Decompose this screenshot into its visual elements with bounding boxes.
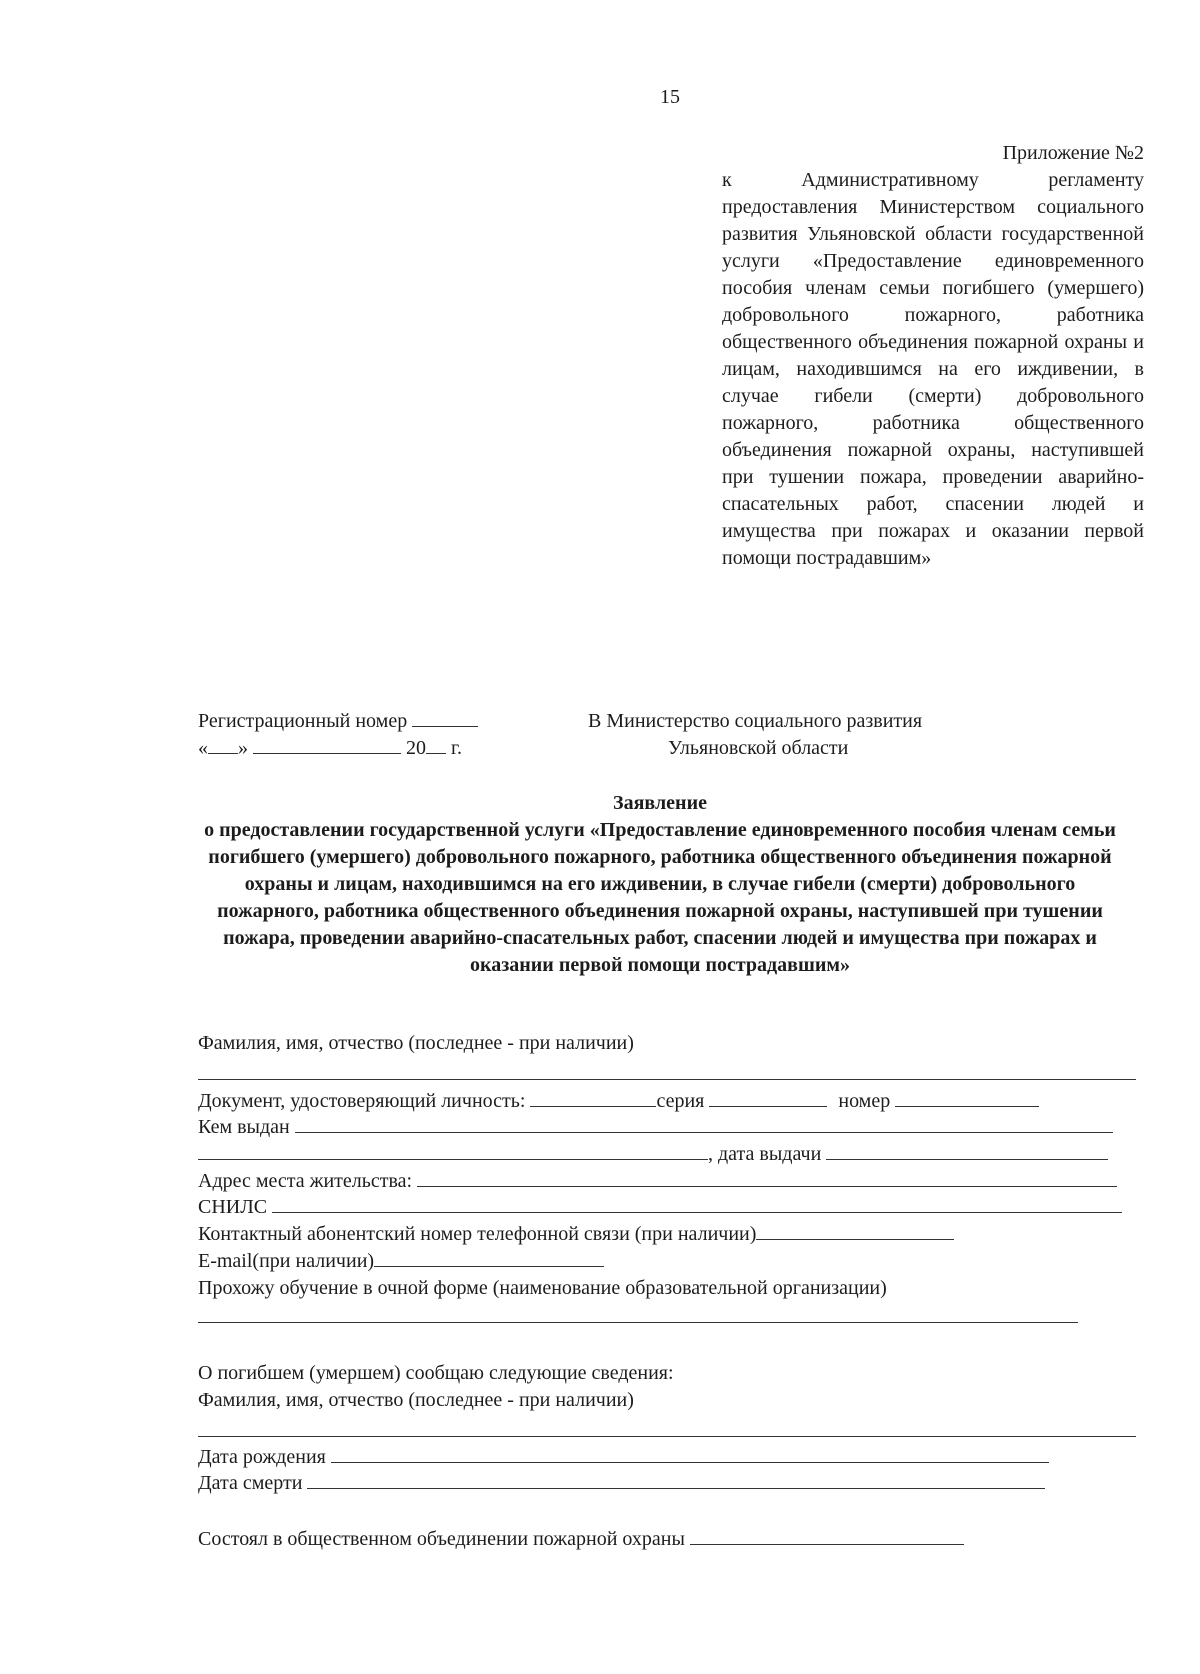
registration-number-label: Регистрационный номер (198, 710, 408, 732)
issue-date-row (198, 1141, 1136, 1168)
issued-by-label: Кем выдан (198, 1116, 290, 1138)
study-label: Прохожу обучение в очной форме (наименование образовательной организации) (198, 1277, 887, 1299)
id-document-label: Документ, удостоверяющий личность: (198, 1090, 526, 1112)
registration-year-field[interactable] (426, 735, 446, 754)
phone-label: Контактный абонентский номер телефонной связи (при наличии) (198, 1223, 757, 1245)
number-label: номер (838, 1090, 891, 1112)
registration-month-field[interactable] (253, 735, 401, 754)
deceased-name-field[interactable] (198, 1436, 1136, 1437)
issue-date-label: , дата выдачи (708, 1143, 822, 1165)
email-field[interactable] (374, 1248, 604, 1267)
applicant-name-label: Фамилия, имя, отчество (последнее - при наличии) (198, 1032, 634, 1054)
series-label: серия (656, 1090, 705, 1112)
snils-row (198, 1194, 1136, 1221)
close-quote: » (238, 737, 248, 759)
issued-by-field[interactable] (295, 1114, 1113, 1133)
year-prefix: 20 (406, 737, 426, 759)
birth-date-label: Дата рождения (198, 1446, 326, 1468)
death-date-field[interactable] (307, 1470, 1045, 1489)
addressee-line-1: В Министерство социального развития (588, 710, 923, 732)
snils-label: СНИЛС (198, 1196, 268, 1218)
annex-block (722, 140, 1144, 572)
registration-day-field[interactable] (208, 735, 238, 754)
issued-by-row (198, 1114, 1136, 1141)
open-quote: « (198, 737, 208, 759)
deceased-name-label: Фамилия, имя, отчество (последнее - при наличии) (198, 1389, 634, 1411)
membership-row (198, 1526, 1136, 1553)
statement-title: Заявление (613, 792, 707, 814)
year-suffix: г. (451, 737, 462, 759)
phone-field[interactable] (756, 1221, 954, 1240)
membership-field[interactable] (690, 1526, 964, 1545)
addressee-line-2: Ульяновской области (668, 737, 849, 759)
membership-label: Состоял в общественном объединении пожарной охраны (198, 1528, 685, 1550)
id-document-row (198, 1088, 1136, 1115)
applicant-name-field[interactable] (198, 1079, 1136, 1080)
birth-date-row (198, 1444, 1136, 1471)
annex-title: Приложение №2 (1002, 142, 1144, 164)
registration-block (198, 708, 538, 762)
page-number: 15 (660, 86, 680, 108)
issued-by-continuation-field[interactable] (198, 1141, 708, 1160)
email-label: E-mail(при наличии) (198, 1250, 375, 1272)
death-date-row (198, 1470, 1136, 1497)
deceased-intro: О погибшем (умершем) сообщаю следующие сведения: (198, 1362, 674, 1384)
id-document-type-field[interactable] (530, 1088, 656, 1107)
email-row (198, 1248, 1136, 1275)
series-field[interactable] (709, 1088, 827, 1107)
addressee-block (588, 708, 988, 762)
annex-body: к Административному регламенту предоставления Министерством социального развития Ульяновской области государственной услуги «Предоставление единовременного пособия членам семьи погибшего (умершего) добровольного пожарного, работника общественного объединения пожарной охраны и лицам, находившимся на его иждивении, в случае гибели (смерти) добровольного пожарного, работника общественного объединения пожарной охраны, наступившей при тушении пожара, проведении аварийно-спасательных работ, спасении людей и имущества при пожарах и оказании первой помощи пострадавшим» (722, 169, 1144, 569)
issue-date-field[interactable] (826, 1141, 1108, 1160)
phone-row (198, 1221, 1136, 1248)
statement-subject: о предоставлении государственной услуги «Предоставление единовременного пособия членам семьи погибшего (умершего) добровольного пожарного, работника общественного объединения пожарной охраны и лицам, находившимся на его иждивении, в случае гибели (смерти) добровольного пожарного, работника общественного объединения пожарной охраны, наступившей при тушении пожара, проведении аварийно-спасательных работ, спасении людей и имущества при пожарах и оказании первой помощи пострадавшим» (204, 819, 1116, 976)
statement-heading (200, 790, 1120, 979)
address-field[interactable] (417, 1168, 1117, 1187)
registration-date-row (198, 735, 538, 762)
number-field[interactable] (895, 1088, 1039, 1107)
address-label: Адрес места жительства: (198, 1170, 413, 1192)
birth-date-field[interactable] (331, 1444, 1049, 1463)
snils-field[interactable] (272, 1194, 1122, 1213)
address-row (198, 1168, 1136, 1195)
registration-number-row (198, 708, 538, 735)
study-field[interactable] (198, 1322, 1078, 1323)
death-date-label: Дата смерти (198, 1472, 303, 1494)
registration-number-field[interactable] (412, 708, 478, 727)
